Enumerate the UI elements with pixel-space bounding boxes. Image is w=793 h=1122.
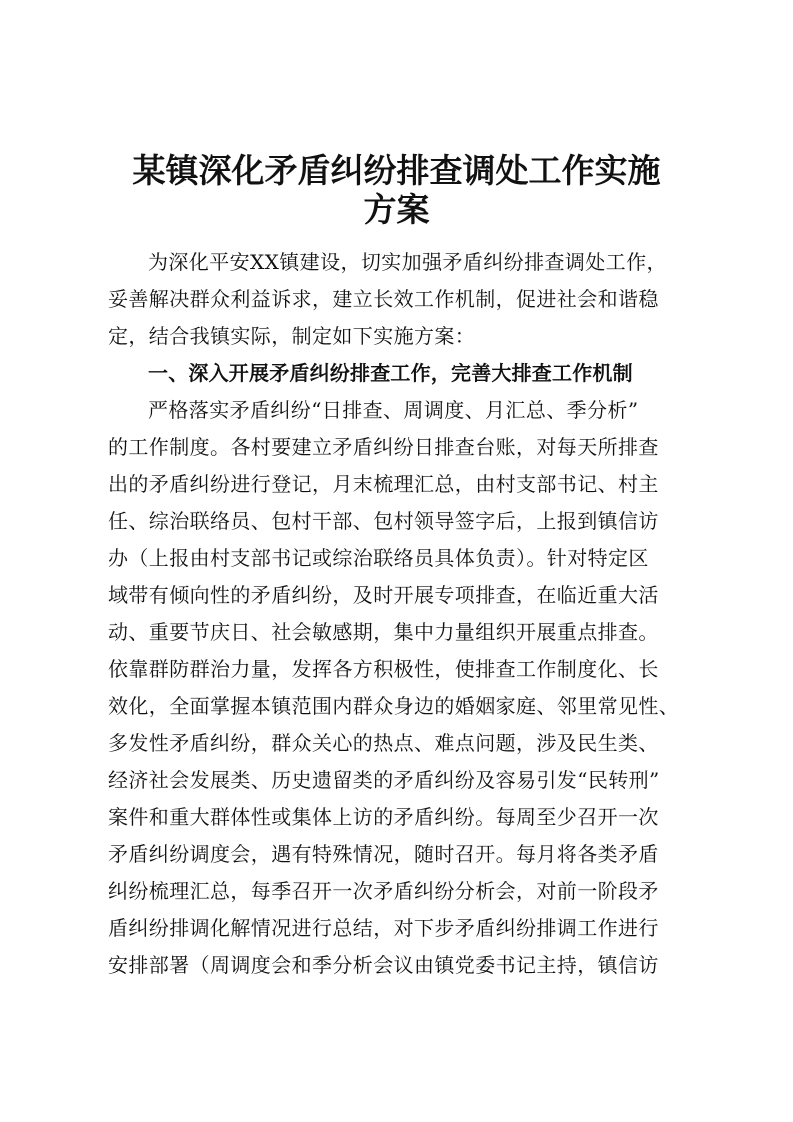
intro-line: 妥善解决群众利益诉求，建立长效工作机制，促进社会和谐稳	[108, 287, 659, 311]
paragraph-line: 办（上报由村支部书记或综治联络员具体负责）。针对特定区	[108, 546, 649, 570]
section-heading: 一、深入开展矛盾纠纷排查工作，完善大排查工作机制	[148, 361, 633, 385]
intro-line: 定，结合我镇实际，制定如下实施方案：	[108, 324, 476, 348]
paragraph-line: 出的矛盾纠纷进行登记，月末梳理汇总，由村支部书记、村主	[108, 472, 659, 496]
paragraph-line: 盾纠纷排调化解情况进行总结，对下步矛盾纠纷排调工作进行	[108, 916, 659, 940]
paragraph-line: 的工作制度。各村要建立矛盾纠纷日排查台账，对每天所排查	[108, 435, 659, 459]
document-body	[108, 244, 698, 984]
paragraph-line: 纠纷梳理汇总，每季召开一次矛盾纠纷分析会，对前一阶段矛	[108, 879, 659, 903]
paragraph-line: 效化，全面掌握本镇范围内群众身边的婚姻家庭、邻里常见性、	[108, 694, 680, 718]
paragraph-line: 安排部署（周调度会和季分析会议由镇党委书记主持，镇信访	[108, 953, 659, 977]
paragraph-line: 任、综治联络员、包村干部、包村领导签字后，上报到镇信访	[108, 509, 659, 533]
paragraph-line: 多发性矛盾纠纷，群众关心的热点、难点问题，涉及民生类、	[108, 731, 659, 755]
paragraph-line: 域带有倾向性的矛盾纠纷，及时开展专项排查，在临近重大活	[108, 583, 659, 607]
paragraph-line: 经济社会发展类、历史遗留类的矛盾纠纷及容易引发“民转刑”	[108, 768, 660, 792]
paragraph-line: 严格落实矛盾纠纷“日排查、周调度、月汇总、季分析”	[148, 398, 639, 422]
intro-line: 为深化平安XX镇建设，切实加强矛盾纠纷排查调处工作，	[148, 250, 667, 274]
paragraph-line: 动、重要节庆日、社会敏感期，集中力量组织开展重点排查。	[108, 620, 659, 644]
paragraph-line: 案件和重大群体性或集体上访的矛盾纠纷。每周至少召开一次	[108, 805, 659, 829]
paragraph-line: 矛盾纠纷调度会，遇有特殊情况，随时召开。每月将各类矛盾	[108, 842, 659, 866]
document-title-line-1: 某镇深化矛盾纠纷排查调处工作实施	[132, 151, 661, 190]
document-title-line-2: 方案	[363, 190, 430, 229]
paragraph-line: 依靠群防群治力量，发挥各方积极性，使排查工作制度化、长	[108, 657, 659, 681]
